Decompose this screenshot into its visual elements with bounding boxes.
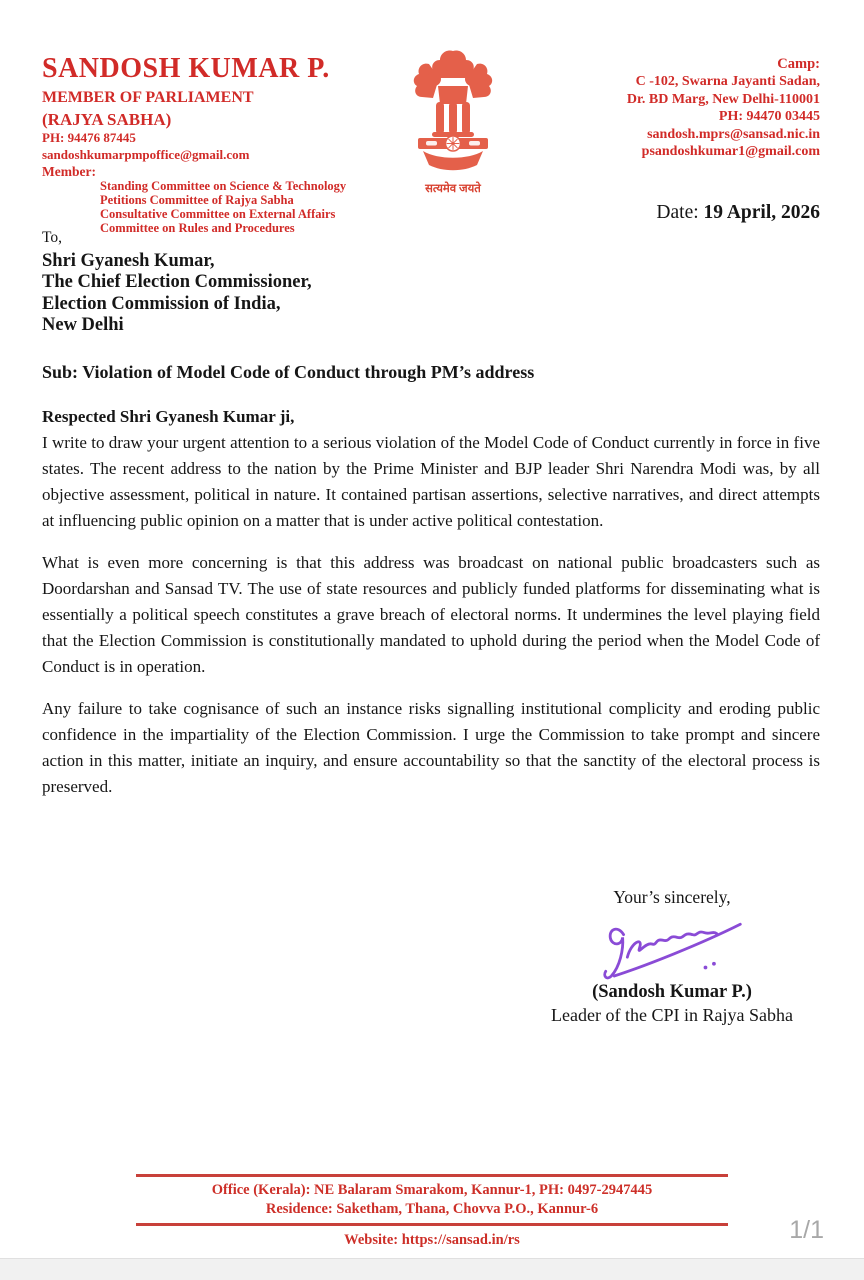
ashoka-emblem-icon bbox=[403, 161, 503, 178]
recipient-line: New Delhi bbox=[42, 315, 124, 335]
body-paragraph: What is even more concerning is that this address was broadcast on national public broadcasters such as Doordarshan and Sansad TV. The use of state resources and publicly funded platforms for disseminating what is essentially a political speech constitutes a grave breach of electoral norms. It undermines the level playing field that the Election Commission is constitutionally mandated to uphold during the period when the Model Code of Conduct is in operation. bbox=[42, 553, 820, 676]
recipient-line: The Chief Election Commissioner, bbox=[42, 272, 312, 292]
committee-item: Committee on Rules and Procedures bbox=[100, 220, 295, 235]
letterhead-center bbox=[394, 48, 512, 196]
mp-name: SANDOSH KUMAR P. bbox=[42, 53, 330, 84]
camp-label: Camp: bbox=[777, 56, 820, 72]
emblem-motto: सत्यमेव जयते bbox=[425, 183, 481, 195]
footer-rule-top bbox=[136, 1174, 728, 1177]
committee-item: Standing Committee on Science & Technology bbox=[100, 178, 347, 193]
member-label: Member: bbox=[42, 164, 96, 179]
mp-title: MEMBER OF PARLIAMENT bbox=[42, 89, 254, 107]
footer-rule-bottom bbox=[136, 1223, 728, 1226]
recipient-block bbox=[42, 230, 312, 337]
committee-list bbox=[100, 180, 387, 236]
mp-phone: PH: 94476 87445 bbox=[42, 130, 136, 146]
footer-website: Website: https://sansad.in/rs bbox=[344, 1232, 520, 1248]
camp-line: C -102, Swarna Jayanti Sadan, bbox=[635, 74, 820, 90]
date-value: 19 April, 2026 bbox=[703, 202, 820, 223]
viewer-bottom-bar bbox=[0, 1258, 864, 1280]
closing-block bbox=[522, 884, 822, 1026]
body-paragraph: I write to draw your urgent attention to a serious violation of the Model Code of Conduct currently in force in five states. The recent address to the nation by the Prime Minister and BJP leader Shri Narendra Modi was, by all objective assessment, political in nature. It contained partisan assertions, selective narratives, and direct attempts at influencing public opinion on a matter that is under active political contestation. bbox=[42, 433, 820, 530]
mp-house: (RAJYA SABHA) bbox=[42, 109, 172, 129]
signature-area bbox=[522, 910, 822, 982]
footer-residence: Residence: Saketham, Thana, Chovva P.O., Kannur-6 bbox=[265, 1201, 599, 1217]
camp-line: Dr. BD Marg, New Delhi-110001 bbox=[626, 91, 820, 107]
greeting-line: Respected Shri Gyanesh Kumar ji, bbox=[42, 407, 295, 426]
recipient-line: Shri Gyanesh Kumar, bbox=[42, 250, 215, 271]
recipient-salutation: To, bbox=[42, 229, 63, 246]
letter-body bbox=[42, 404, 820, 816]
valediction: Your’s sincerely, bbox=[613, 887, 731, 907]
body-paragraph: Any failure to take cognisance of such an instance risks signalling institutional complicity and eroding public confidence in the impartiality of the Election Commission. I urge the Commission to take prompt and sincere action in this matter, initiate an inquiry, and ensure accountability so that the sanctity of the electoral process is preserved. bbox=[42, 699, 820, 796]
camp-line: psandoshkumar1@gmail.com bbox=[641, 144, 820, 160]
committee-item: Consultative Committee on External Affairs bbox=[100, 206, 336, 221]
signatory-name: (Sandosh Kumar P.) bbox=[592, 982, 752, 1002]
recipient-line: Election Commission of India, bbox=[42, 293, 281, 314]
date-line bbox=[656, 202, 820, 224]
letterhead-left bbox=[42, 53, 387, 236]
page-indicator: 1/1 bbox=[789, 1216, 824, 1244]
camp-line: sandosh.mprs@sansad.nic.in bbox=[647, 126, 820, 142]
subject-line: Sub: Violation of Model Code of Conduct through PM’s address bbox=[42, 362, 535, 382]
committee-item: Petitions Committee of Rajya Sabha bbox=[100, 192, 294, 207]
letterhead-camp bbox=[540, 55, 820, 161]
signatory-designation: Leader of the CPI in Rajya Sabha bbox=[551, 1005, 793, 1025]
date-label: Date: bbox=[656, 202, 704, 223]
footer-office: Office (Kerala): NE Balaram Smarakom, Kannur-1, PH: 0497-2947445 bbox=[211, 1182, 653, 1198]
camp-line: PH: 94470 03445 bbox=[718, 109, 820, 125]
mp-email: sandoshkumarpmpoffice@gmail.com bbox=[42, 147, 250, 163]
letter-footer bbox=[0, 1174, 864, 1249]
